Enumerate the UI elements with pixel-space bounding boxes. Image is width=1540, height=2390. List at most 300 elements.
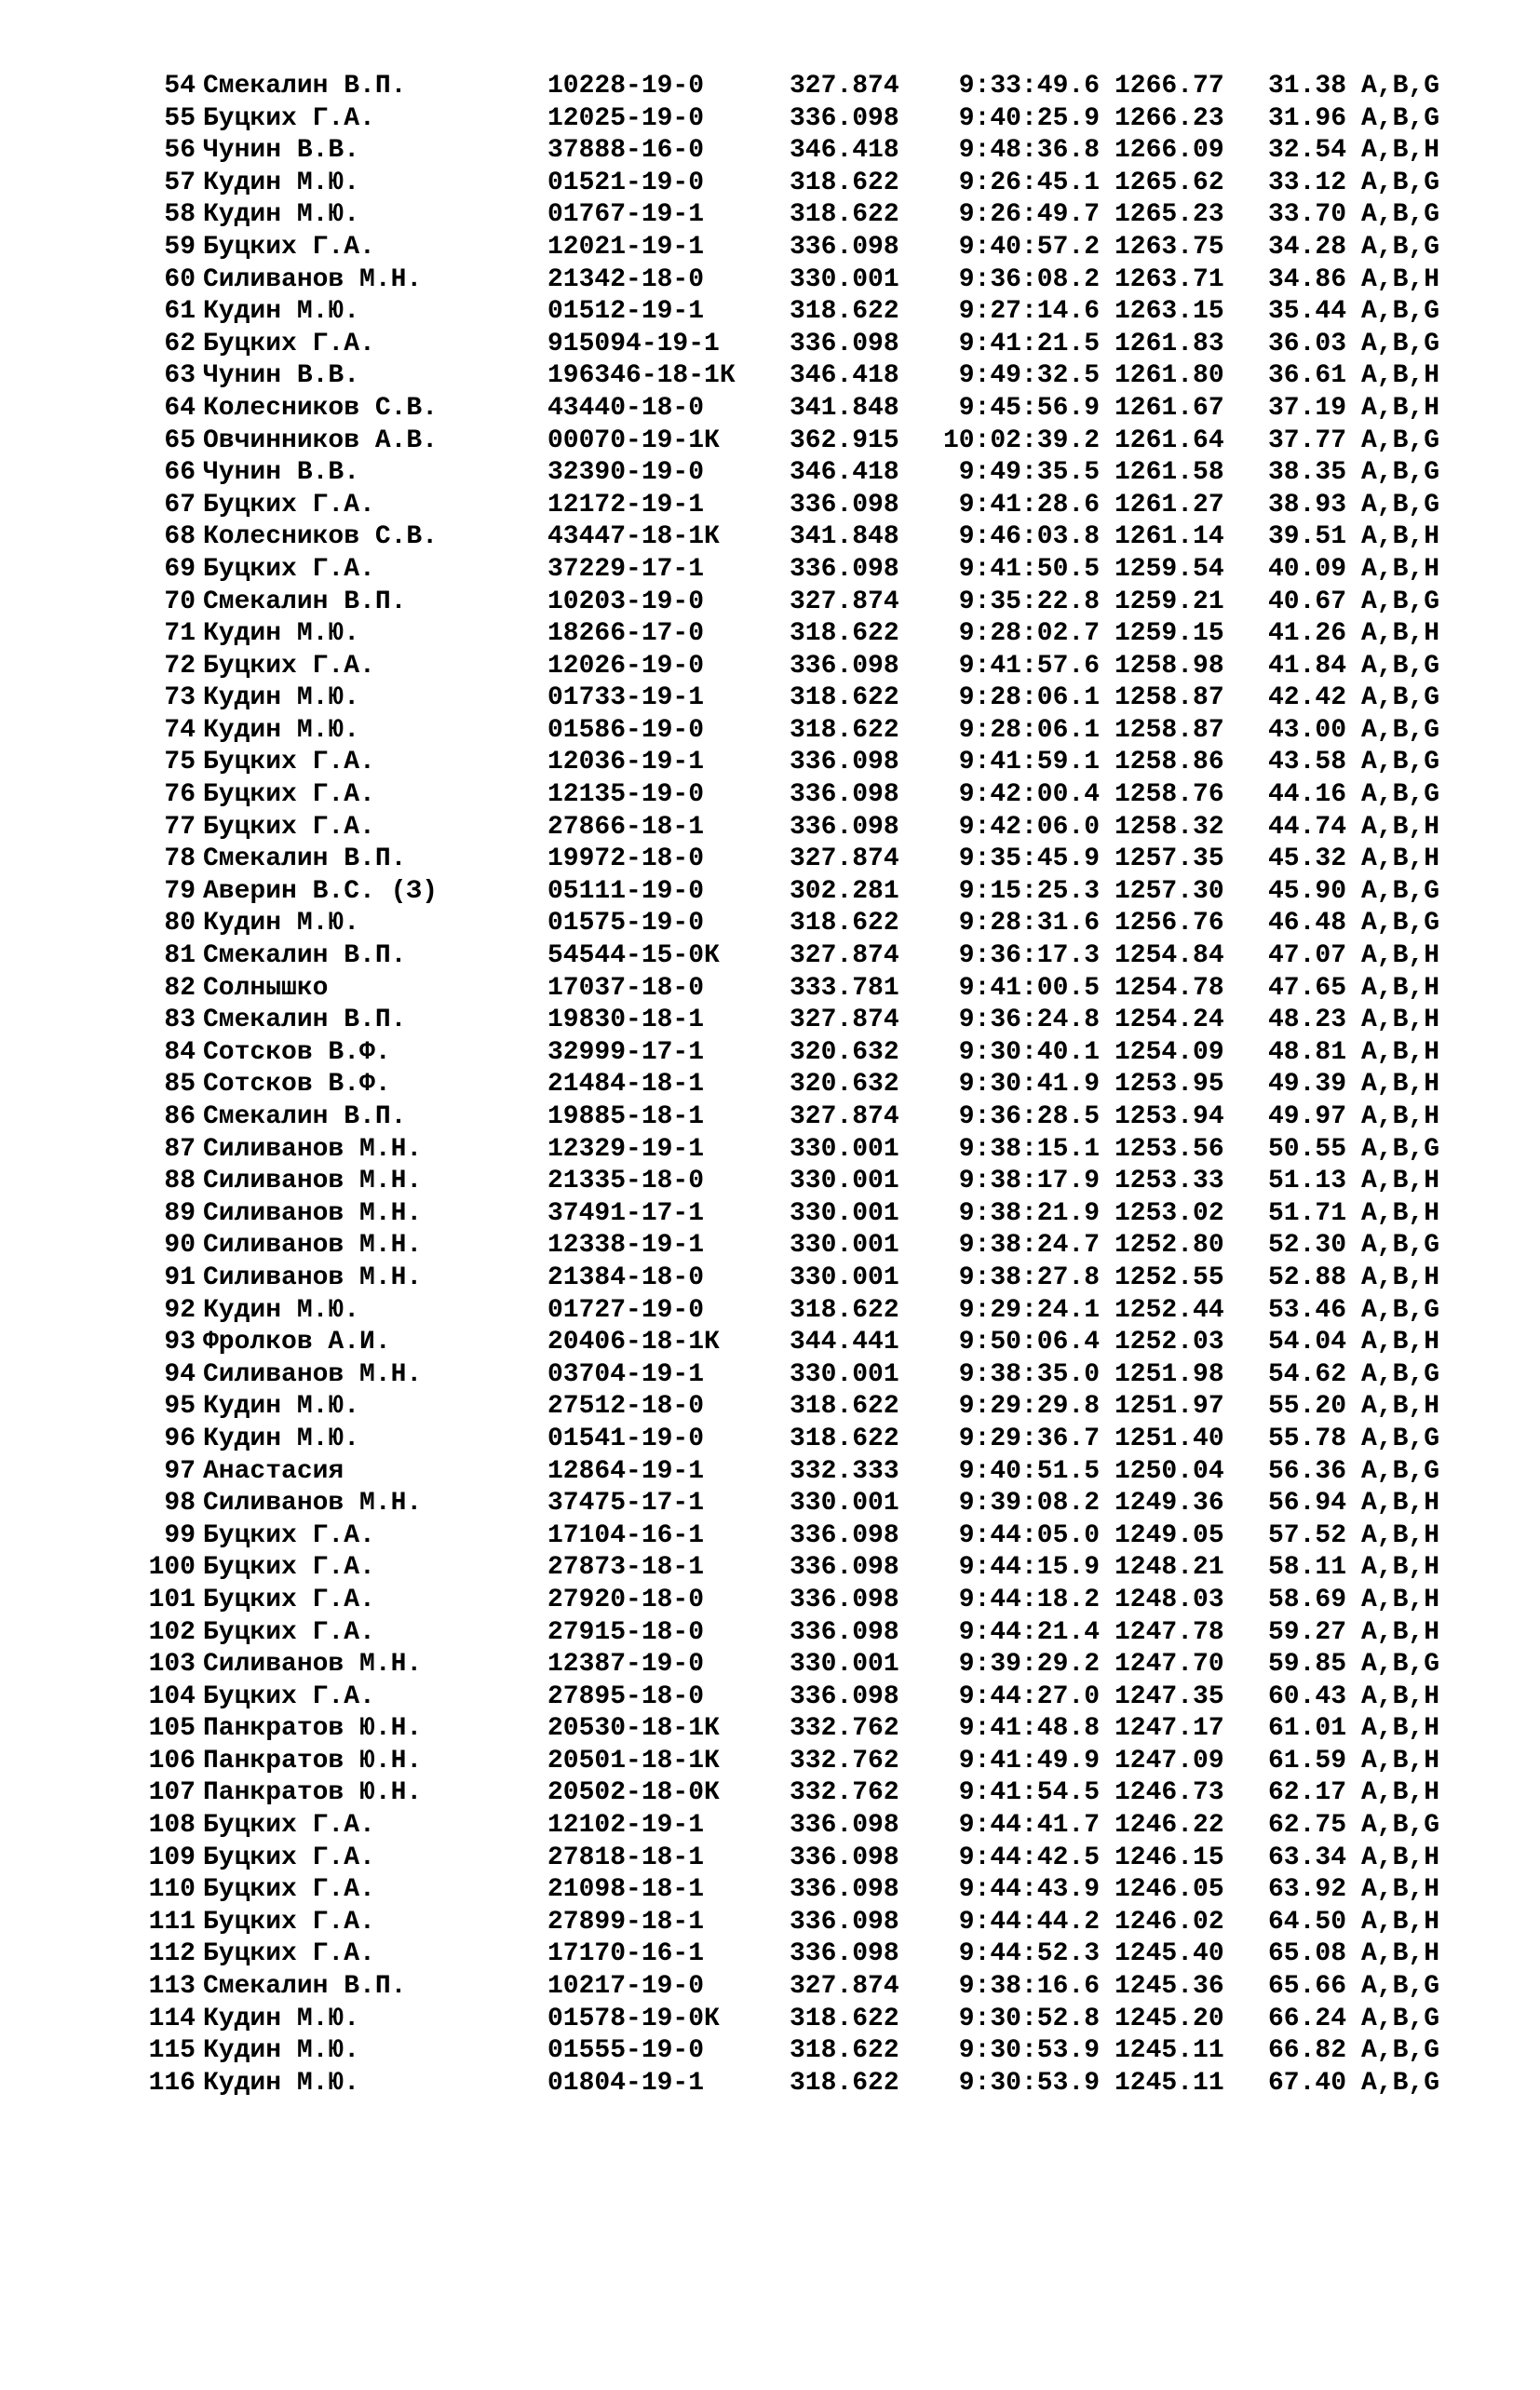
result-row: [0, 1166, 1540, 1198]
arrival-time-cell: 9:38:21.9: [958, 1198, 1100, 1228]
category-cell: A,B,G: [1361, 458, 1440, 488]
arrival-time-cell: 9:49:35.5: [958, 458, 1100, 488]
arrival-time-cell: 9:30:53.9: [958, 2036, 1100, 2066]
category-cell: A,B,H: [1361, 973, 1440, 1003]
ring-number-cell: 27818-18-1: [547, 1843, 705, 1872]
distance-cell: 318.622: [790, 715, 899, 745]
speed-cell: 1252.55: [1114, 1263, 1224, 1292]
ring-number-cell: 01586-19-0: [547, 715, 705, 745]
fancier-name-cell: Кудин М.Ю.: [203, 2068, 360, 2098]
arrival-time-cell: 9:44:18.2: [958, 1585, 1100, 1614]
speed-cell: 1265.62: [1114, 168, 1224, 197]
result-row: [0, 779, 1540, 812]
category-cell: A,B,G: [1361, 1424, 1440, 1453]
result-row: [0, 876, 1540, 909]
speed-cell: 1245.40: [1114, 1939, 1224, 1969]
result-row: [0, 1263, 1540, 1295]
category-cell: A,B,G: [1361, 1134, 1440, 1164]
arrival-time-cell: 9:40:51.5: [958, 1456, 1100, 1486]
arrival-time-cell: 9:44:05.0: [958, 1520, 1100, 1550]
arrival-time-cell: 9:26:45.1: [958, 168, 1100, 197]
category-cell: A,B,H: [1361, 1939, 1440, 1969]
arrival-time-cell: 9:42:06.0: [958, 812, 1100, 842]
result-row: [0, 168, 1540, 200]
coefficient-cell: 33.70: [1268, 200, 1347, 230]
ring-number-cell: 27899-18-1: [547, 1907, 705, 1937]
place-cell: 111: [148, 1907, 196, 1937]
distance-cell: 336.098: [790, 812, 899, 842]
result-row: [0, 1424, 1540, 1456]
place-cell: 55: [164, 103, 196, 133]
distance-cell: 336.098: [790, 1553, 899, 1583]
distance-cell: 318.622: [790, 1295, 899, 1325]
speed-cell: 1263.75: [1114, 232, 1224, 262]
place-cell: 110: [148, 1875, 196, 1905]
result-row: [0, 1069, 1540, 1101]
fancier-name-cell: Кудин М.Ю.: [203, 1424, 360, 1453]
arrival-time-cell: 9:44:27.0: [958, 1681, 1100, 1711]
fancier-name-cell: Панкратов Ю.Н.: [203, 1778, 423, 1808]
arrival-time-cell: 9:26:49.7: [958, 200, 1100, 230]
speed-cell: 1263.15: [1114, 297, 1224, 327]
speed-cell: 1258.87: [1114, 715, 1224, 745]
category-cell: A,B,G: [1361, 780, 1440, 810]
speed-cell: 1253.95: [1114, 1070, 1224, 1100]
speed-cell: 1252.80: [1114, 1231, 1224, 1261]
distance-cell: 330.001: [790, 1263, 899, 1292]
coefficient-cell: 62.75: [1268, 1811, 1347, 1841]
place-cell: 57: [164, 168, 196, 197]
result-row: [0, 1681, 1540, 1714]
category-cell: A,B,G: [1361, 587, 1440, 616]
coefficient-cell: 61.59: [1268, 1746, 1347, 1776]
ring-number-cell: 37888-16-0: [547, 136, 705, 166]
coefficient-cell: 66.82: [1268, 2036, 1347, 2066]
arrival-time-cell: 9:35:45.9: [958, 844, 1100, 874]
arrival-time-cell: 9:41:48.8: [958, 1714, 1100, 1744]
result-row: [0, 844, 1540, 876]
result-row: [0, 1295, 1540, 1328]
arrival-time-cell: 9:41:57.6: [958, 651, 1100, 681]
fancier-name-cell: Кудин М.Ю.: [203, 2036, 360, 2066]
distance-cell: 320.632: [790, 1070, 899, 1100]
distance-cell: 318.622: [790, 683, 899, 713]
arrival-time-cell: 9:36:28.5: [958, 1102, 1100, 1131]
category-cell: A,B,H: [1361, 1037, 1440, 1067]
fancier-name-cell: Кудин М.Ю.: [203, 1295, 360, 1325]
coefficient-cell: 54.04: [1268, 1328, 1347, 1357]
category-cell: A,B,G: [1361, 103, 1440, 133]
distance-cell: 332.762: [790, 1778, 899, 1808]
fancier-name-cell: Буцких Г.А.: [203, 1939, 375, 1969]
coefficient-cell: 49.39: [1268, 1070, 1347, 1100]
result-row: [0, 199, 1540, 232]
results-list: [0, 71, 1540, 2100]
coefficient-cell: 52.30: [1268, 1231, 1347, 1261]
coefficient-cell: 58.11: [1268, 1553, 1347, 1583]
distance-cell: 318.622: [790, 297, 899, 327]
distance-cell: 302.281: [790, 876, 899, 906]
arrival-time-cell: 9:41:21.5: [958, 329, 1100, 358]
arrival-time-cell: 9:41:50.5: [958, 554, 1100, 584]
coefficient-cell: 46.48: [1268, 909, 1347, 938]
category-cell: A,B,H: [1361, 1585, 1440, 1614]
ring-number-cell: 12102-19-1: [547, 1811, 705, 1841]
coefficient-cell: 40.09: [1268, 554, 1347, 584]
coefficient-cell: 33.12: [1268, 168, 1347, 197]
result-row: [0, 425, 1540, 458]
arrival-time-cell: 10:02:39.2: [942, 425, 1100, 455]
coefficient-cell: 34.28: [1268, 232, 1347, 262]
result-row: [0, 1101, 1540, 1134]
result-row: [0, 682, 1540, 715]
speed-cell: 1246.73: [1114, 1778, 1224, 1808]
fancier-name-cell: Смекалин В.П.: [203, 1102, 407, 1131]
fancier-name-cell: Буцких Г.А.: [203, 554, 375, 584]
ring-number-cell: 12026-19-0: [547, 651, 705, 681]
ring-number-cell: 12036-19-1: [547, 748, 705, 777]
speed-cell: 1254.09: [1114, 1037, 1224, 1067]
fancier-name-cell: Смекалин В.П.: [203, 941, 407, 971]
place-cell: 87: [164, 1134, 196, 1164]
distance-cell: 318.622: [790, 2036, 899, 2066]
category-cell: A,B,H: [1361, 522, 1440, 552]
place-cell: 94: [164, 1359, 196, 1389]
distance-cell: 336.098: [790, 1585, 899, 1614]
distance-cell: 318.622: [790, 200, 899, 230]
category-cell: A,B,G: [1361, 1972, 1440, 2002]
speed-cell: 1258.32: [1114, 812, 1224, 842]
speed-cell: 1261.64: [1114, 425, 1224, 455]
coefficient-cell: 34.86: [1268, 264, 1347, 294]
coefficient-cell: 59.85: [1268, 1650, 1347, 1680]
fancier-name-cell: Буцких Г.А.: [203, 232, 375, 262]
distance-cell: 318.622: [790, 1424, 899, 1453]
fancier-name-cell: Буцких Г.А.: [203, 1843, 375, 1872]
arrival-time-cell: 9:40:57.2: [958, 232, 1100, 262]
coefficient-cell: 37.77: [1268, 425, 1347, 455]
coefficient-cell: 57.52: [1268, 1520, 1347, 1550]
coefficient-cell: 41.26: [1268, 619, 1347, 649]
ring-number-cell: 21484-18-1: [547, 1070, 705, 1100]
place-cell: 61: [164, 297, 196, 327]
result-row: [0, 715, 1540, 748]
result-row: [0, 1777, 1540, 1810]
coefficient-cell: 58.69: [1268, 1585, 1347, 1614]
category-cell: A,B,G: [1361, 876, 1440, 906]
place-cell: 76: [164, 780, 196, 810]
distance-cell: 330.001: [790, 1231, 899, 1261]
fancier-name-cell: Кудин М.Ю.: [203, 297, 360, 327]
distance-cell: 346.418: [790, 458, 899, 488]
speed-cell: 1259.54: [1114, 554, 1224, 584]
ring-number-cell: 37475-17-1: [547, 1489, 705, 1519]
arrival-time-cell: 9:36:08.2: [958, 264, 1100, 294]
distance-cell: 330.001: [790, 1167, 899, 1196]
category-cell: A,B,H: [1361, 1907, 1440, 1937]
result-row: [0, 1230, 1540, 1263]
place-cell: 85: [164, 1070, 196, 1100]
distance-cell: 336.098: [790, 1939, 899, 1969]
ring-number-cell: 12338-19-1: [547, 1231, 705, 1261]
speed-cell: 1266.09: [1114, 136, 1224, 166]
result-row: [0, 1391, 1540, 1424]
fancier-name-cell: Силиванов М.Н.: [203, 1650, 423, 1680]
ring-number-cell: 01555-19-0: [547, 2036, 705, 2066]
distance-cell: 318.622: [790, 168, 899, 197]
place-cell: 71: [164, 619, 196, 649]
arrival-time-cell: 9:48:36.8: [958, 136, 1100, 166]
fancier-name-cell: Буцких Г.А.: [203, 1617, 375, 1647]
place-cell: 113: [148, 1972, 196, 2002]
coefficient-cell: 35.44: [1268, 297, 1347, 327]
place-cell: 112: [148, 1939, 196, 1969]
speed-cell: 1265.23: [1114, 200, 1224, 230]
speed-cell: 1254.24: [1114, 1006, 1224, 1035]
speed-cell: 1266.77: [1114, 72, 1224, 101]
ring-number-cell: 12135-19-0: [547, 780, 705, 810]
result-row: [0, 1649, 1540, 1681]
place-cell: 83: [164, 1006, 196, 1035]
distance-cell: 318.622: [790, 909, 899, 938]
place-cell: 103: [148, 1650, 196, 1680]
place-cell: 81: [164, 941, 196, 971]
distance-cell: 336.098: [790, 103, 899, 133]
speed-cell: 1245.11: [1114, 2036, 1224, 2066]
ring-number-cell: 27895-18-0: [547, 1681, 705, 1711]
arrival-time-cell: 9:28:31.6: [958, 909, 1100, 938]
arrival-time-cell: 9:44:15.9: [958, 1553, 1100, 1583]
place-cell: 109: [148, 1843, 196, 1872]
distance-cell: 327.874: [790, 1972, 899, 2002]
distance-cell: 332.762: [790, 1714, 899, 1744]
ring-number-cell: 20502-18-0К: [547, 1778, 720, 1808]
category-cell: A,B,H: [1361, 844, 1440, 874]
fancier-name-cell: Силиванов М.Н.: [203, 1263, 423, 1292]
category-cell: A,B,H: [1361, 1746, 1440, 1776]
fancier-name-cell: Буцких Г.А.: [203, 748, 375, 777]
distance-cell: 344.441: [790, 1328, 899, 1357]
ring-number-cell: 20530-18-1К: [547, 1714, 720, 1744]
coefficient-cell: 47.65: [1268, 973, 1347, 1003]
arrival-time-cell: 9:42:00.4: [958, 780, 1100, 810]
ring-number-cell: 18266-17-0: [547, 619, 705, 649]
category-cell: A,B,H: [1361, 812, 1440, 842]
ring-number-cell: 32999-17-1: [547, 1037, 705, 1067]
speed-cell: 1261.27: [1114, 490, 1224, 520]
arrival-time-cell: 9:28:06.1: [958, 715, 1100, 745]
category-cell: A,B,H: [1361, 1875, 1440, 1905]
arrival-time-cell: 9:29:36.7: [958, 1424, 1100, 1453]
result-row: [0, 1359, 1540, 1392]
result-row: [0, 1488, 1540, 1520]
speed-cell: 1253.56: [1114, 1134, 1224, 1164]
place-cell: 88: [164, 1167, 196, 1196]
fancier-name-cell: Силиванов М.Н.: [203, 1134, 423, 1164]
fancier-name-cell: Буцких Г.А.: [203, 651, 375, 681]
fancier-name-cell: Панкратов Ю.Н.: [203, 1746, 423, 1776]
category-cell: A,B,G: [1361, 2068, 1440, 2098]
ring-number-cell: 21384-18-0: [547, 1263, 705, 1292]
fancier-name-cell: Сотсков В.Ф.: [203, 1070, 391, 1100]
arrival-time-cell: 9:38:27.8: [958, 1263, 1100, 1292]
arrival-time-cell: 9:44:52.3: [958, 1939, 1100, 1969]
result-row: [0, 296, 1540, 329]
distance-cell: 330.001: [790, 1134, 899, 1164]
speed-cell: 1253.33: [1114, 1167, 1224, 1196]
place-cell: 79: [164, 876, 196, 906]
ring-number-cell: 12025-19-0: [547, 103, 705, 133]
result-row: [0, 1005, 1540, 1037]
distance-cell: 327.874: [790, 72, 899, 101]
speed-cell: 1254.78: [1114, 973, 1224, 1003]
ring-number-cell: 12387-19-0: [547, 1650, 705, 1680]
ring-number-cell: 43440-18-0: [547, 393, 705, 423]
distance-cell: 336.098: [790, 1907, 899, 1937]
fancier-name-cell: Кудин М.Ю.: [203, 200, 360, 230]
distance-cell: 336.098: [790, 329, 899, 358]
place-cell: 106: [148, 1746, 196, 1776]
category-cell: A,B,H: [1361, 1617, 1440, 1647]
coefficient-cell: 37.19: [1268, 393, 1347, 423]
ring-number-cell: 21098-18-1: [547, 1875, 705, 1905]
coefficient-cell: 42.42: [1268, 683, 1347, 713]
speed-cell: 1247.17: [1114, 1714, 1224, 1744]
coefficient-cell: 36.61: [1268, 361, 1347, 391]
distance-cell: 341.848: [790, 393, 899, 423]
distance-cell: 336.098: [790, 1520, 899, 1550]
ring-number-cell: 21342-18-0: [547, 264, 705, 294]
category-cell: A,B,H: [1361, 393, 1440, 423]
speed-cell: 1261.58: [1114, 458, 1224, 488]
distance-cell: 330.001: [790, 1198, 899, 1228]
coefficient-cell: 47.07: [1268, 941, 1347, 971]
category-cell: A,B,G: [1361, 490, 1440, 520]
place-cell: 98: [164, 1489, 196, 1519]
result-row: [0, 747, 1540, 779]
distance-cell: 332.333: [790, 1456, 899, 1486]
coefficient-cell: 45.90: [1268, 876, 1347, 906]
distance-cell: 346.418: [790, 361, 899, 391]
speed-cell: 1248.03: [1114, 1585, 1224, 1614]
arrival-time-cell: 9:29:24.1: [958, 1295, 1100, 1325]
speed-cell: 1247.35: [1114, 1681, 1224, 1711]
place-cell: 116: [148, 2068, 196, 2098]
result-row: [0, 2004, 1540, 2036]
result-row: [0, 329, 1540, 361]
result-row: [0, 360, 1540, 393]
result-row: [0, 554, 1540, 587]
distance-cell: 330.001: [790, 1359, 899, 1389]
ring-number-cell: 21335-18-0: [547, 1167, 705, 1196]
category-cell: A,B,H: [1361, 136, 1440, 166]
fancier-name-cell: Кудин М.Ю.: [203, 1392, 360, 1422]
category-cell: A,B,G: [1361, 232, 1440, 262]
coefficient-cell: 65.08: [1268, 1939, 1347, 1969]
place-cell: 82: [164, 973, 196, 1003]
place-cell: 90: [164, 1231, 196, 1261]
speed-cell: 1246.22: [1114, 1811, 1224, 1841]
coefficient-cell: 44.16: [1268, 780, 1347, 810]
coefficient-cell: 52.88: [1268, 1263, 1347, 1292]
ring-number-cell: 27512-18-0: [547, 1392, 705, 1422]
distance-cell: 330.001: [790, 264, 899, 294]
fancier-name-cell: Колесников С.В.: [203, 393, 439, 423]
result-row: [0, 103, 1540, 136]
fancier-name-cell: Панкратов Ю.Н.: [203, 1714, 423, 1744]
arrival-time-cell: 9:49:32.5: [958, 361, 1100, 391]
result-row: [0, 1874, 1540, 1907]
ring-number-cell: 01512-19-1: [547, 297, 705, 327]
place-cell: 78: [164, 844, 196, 874]
ring-number-cell: 01733-19-1: [547, 683, 705, 713]
category-cell: A,B,H: [1361, 1328, 1440, 1357]
speed-cell: 1245.36: [1114, 1972, 1224, 2002]
arrival-time-cell: 9:39:29.2: [958, 1650, 1100, 1680]
ring-number-cell: 54544-15-0К: [547, 941, 720, 971]
result-row: [0, 587, 1540, 619]
category-cell: A,B,G: [1361, 297, 1440, 327]
coefficient-cell: 44.74: [1268, 812, 1347, 842]
arrival-time-cell: 9:35:22.8: [958, 587, 1100, 616]
category-cell: A,B,H: [1361, 1006, 1440, 1035]
category-cell: A,B,G: [1361, 329, 1440, 358]
arrival-time-cell: 9:45:56.9: [958, 393, 1100, 423]
coefficient-cell: 31.38: [1268, 72, 1347, 101]
ring-number-cell: 03704-19-1: [547, 1359, 705, 1389]
place-cell: 93: [164, 1328, 196, 1357]
ring-number-cell: 32390-19-0: [547, 458, 705, 488]
speed-cell: 1248.21: [1114, 1553, 1224, 1583]
category-cell: A,B,G: [1361, 909, 1440, 938]
coefficient-cell: 67.40: [1268, 2068, 1347, 2098]
fancier-name-cell: Силиванов М.Н.: [203, 1167, 423, 1196]
arrival-time-cell: 9:44:44.2: [958, 1907, 1100, 1937]
ring-number-cell: 01578-19-0К: [547, 2004, 720, 2033]
category-cell: A,B,H: [1361, 1102, 1440, 1131]
arrival-time-cell: 9:36:24.8: [958, 1006, 1100, 1035]
place-cell: 108: [148, 1811, 196, 1841]
coefficient-cell: 65.66: [1268, 1972, 1347, 2002]
category-cell: A,B,H: [1361, 1198, 1440, 1228]
fancier-name-cell: Силиванов М.Н.: [203, 1198, 423, 1228]
fancier-name-cell: Кудин М.Ю.: [203, 909, 360, 938]
ring-number-cell: 19972-18-0: [547, 844, 705, 874]
fancier-name-cell: Овчинников А.В.: [203, 425, 439, 455]
ring-number-cell: 05111-19-0: [547, 876, 705, 906]
ring-number-cell: 17170-16-1: [547, 1939, 705, 1969]
fancier-name-cell: Сотсков В.Ф.: [203, 1037, 391, 1067]
place-cell: 102: [148, 1617, 196, 1647]
place-cell: 59: [164, 232, 196, 262]
category-cell: A,B,G: [1361, 1811, 1440, 1841]
speed-cell: 1247.70: [1114, 1650, 1224, 1680]
speed-cell: 1245.20: [1114, 2004, 1224, 2033]
ring-number-cell: 10228-19-0: [547, 72, 705, 101]
result-row: [0, 1198, 1540, 1231]
place-cell: 67: [164, 490, 196, 520]
distance-cell: 327.874: [790, 1006, 899, 1035]
category-cell: A,B,G: [1361, 1456, 1440, 1486]
fancier-name-cell: Кудин М.Ю.: [203, 619, 360, 649]
result-row: [0, 2035, 1540, 2068]
category-cell: A,B,H: [1361, 1681, 1440, 1711]
arrival-time-cell: 9:50:06.4: [958, 1328, 1100, 1357]
ring-number-cell: 01804-19-1: [547, 2068, 705, 2098]
arrival-time-cell: 9:28:02.7: [958, 619, 1100, 649]
coefficient-cell: 56.94: [1268, 1489, 1347, 1519]
category-cell: A,B,G: [1361, 2036, 1440, 2066]
